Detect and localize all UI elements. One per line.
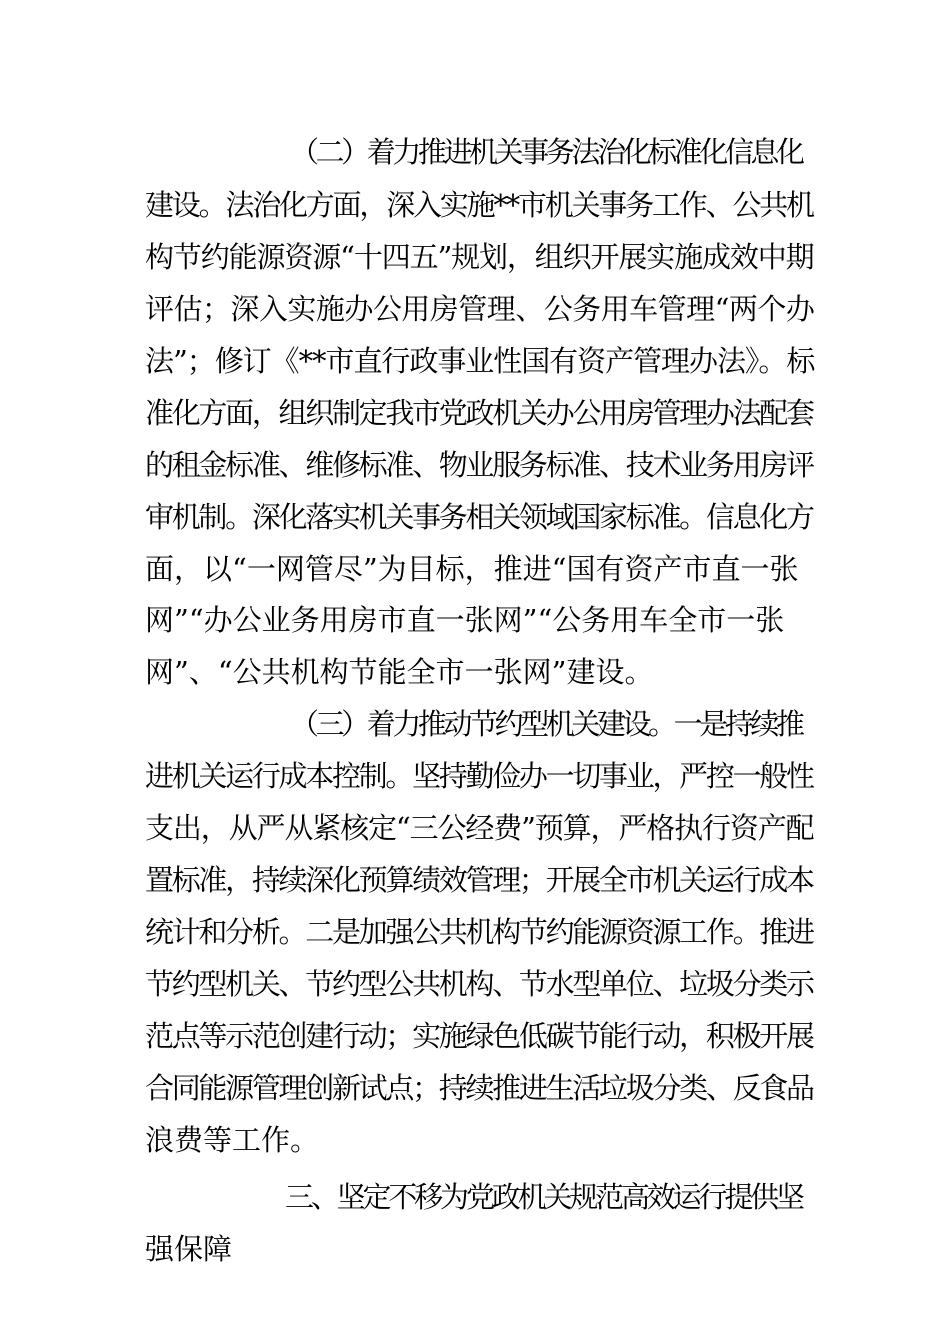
text-line: 节约型机关、节约型公共机构、节水型单位、垃圾分类示 [145,967,813,1001]
section-3-heading-line: 强保障 [145,1232,233,1266]
text-line: 审机制。深化落实机关事务相关领域国家标准。信息化方 [145,500,813,534]
paragraph-2-heading-line: （二）着力推进机关事务法治化标准化信息化 [290,135,802,169]
text-line: 评估；深入实施办公用房管理、公务用车管理“两个办 [145,292,815,326]
text-line: 浪费等工作。 [145,1123,320,1157]
text-line: 置标准，持续深化预算绩效管理；开展全市机关运行成本 [145,863,813,897]
text-line: 支出，从严从紧核定“三公经费”预算，严格执行资产配 [145,811,814,845]
text-line: 建设。法治化方面，深入实施**市机关事务工作、公共机 [145,188,813,222]
text-line: 网”“办公业务用房市直一张网”“公务用车全市一张 [145,603,785,637]
text-line: 准化方面，组织制定我市党政机关办公用房管理办法配套 [145,396,813,430]
text-line: 构节约能源资源“十四五”规划，组织开展实施成效中期 [145,240,814,274]
text-line: 范点等示范创建行动；实施绿色低碳节能行动，积极开展 [145,1019,813,1053]
text-line: 进机关运行成本控制。坚持勤俭办一切事业，严控一般性 [145,759,813,793]
text-line: 网”、“公共机构节能全市一张网”建设。 [145,655,654,689]
section-3-heading-line: 三、坚定不移为党政机关规范高效运行提供坚 [285,1180,802,1214]
paragraph-3-heading-line: （三）着力推动节约型机关建设。一是持续推 [290,707,802,741]
text-line: 的租金标准、维修标准、物业服务标准、技术业务用房评 [145,448,813,482]
text-line: 合同能源管理创新试点；持续推进生活垃圾分类、反食品 [145,1071,813,1105]
text-line: 面，以“一网管尽”为目标，推进“国有资产市直一张 [145,552,799,586]
text-line: 法”；修订《**市直行政事业性国有资产管理办法》。标 [145,344,815,378]
text-line: 统计和分析。二是加强公共机构节约能源资源工作。推进 [145,915,813,949]
